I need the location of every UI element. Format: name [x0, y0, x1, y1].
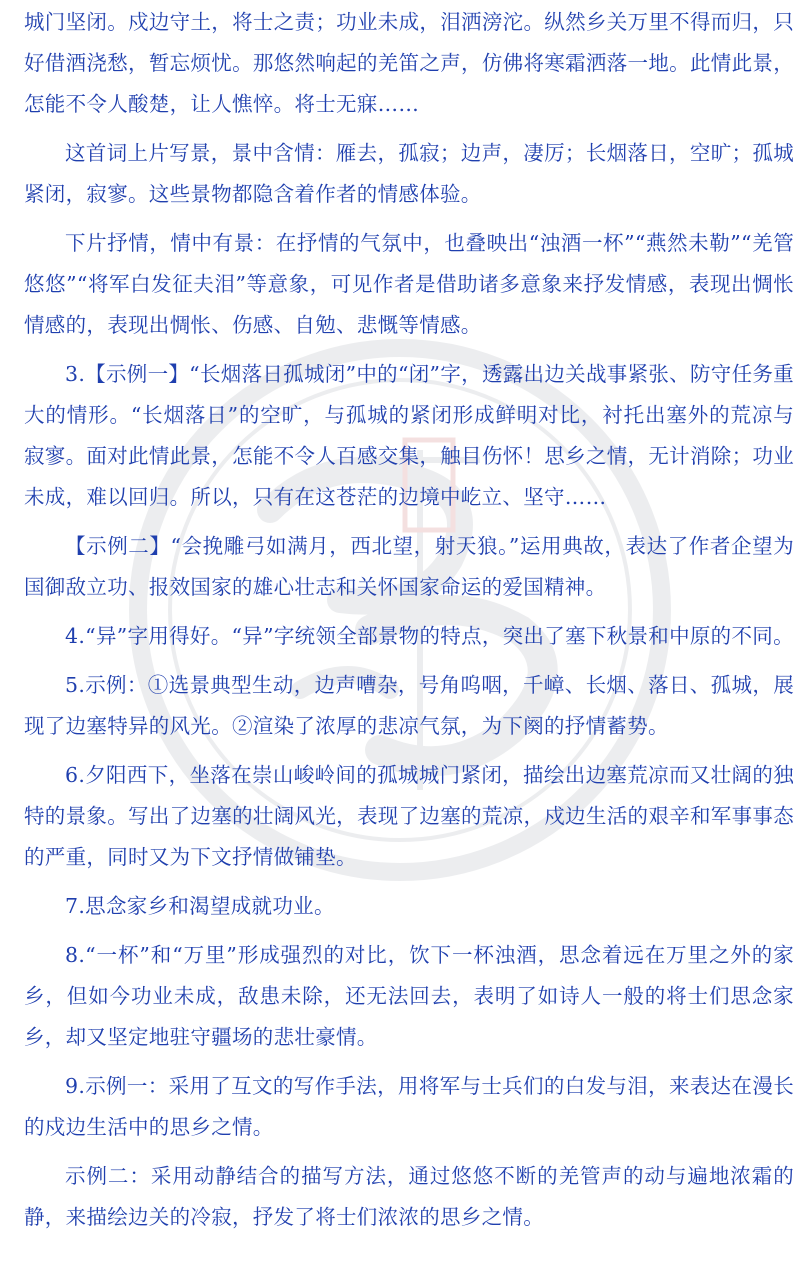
paragraph-5: 【示例二】“会挽雕弓如满月，西北望，射天狼。”运用典故，表达了作者企望为国御敌立功、报效国家的雄心壮志和关怀国家命运的爱国精神。	[24, 534, 794, 599]
paragraph-12: 示例二：采用动静结合的描写方法，通过悠悠不断的羌管声的动与遍地浓霜的静，来描绘边关的冷寂，抒发了将士们浓浓的思乡之情。	[24, 1164, 794, 1229]
paragraph-2: 这首词上片写景，景中含情：雁去，孤寂；边声，凄厉；长烟落日，空旷；孤城紧闭，寂寥。这些景物都隐含着作者的情感体验。	[24, 141, 794, 206]
paragraph-8: 6.夕阳西下，坐落在崇山峻岭间的孤城城门紧闭，描绘出边塞荒凉而又壮阔的独特的景象。写出了边塞的壮阔风光，表现了边塞的荒凉，戍边生活的艰辛和军事事态的严重，同时又为下文抒情做铺垫。	[24, 763, 794, 869]
paragraph-11: 9.示例一：采用了互文的写作手法，用将军与士兵们的白发与泪，来表达在漫长的戍边生活中的思乡之情。	[24, 1074, 794, 1139]
paragraph-7: 5.示例：①选景典型生动，边声嘈杂，号角呜咽，千嶂、长烟、落日、孤城，展现了边塞特异的风光。②渲染了浓厚的悲凉气氛，为下阕的抒情蓄势。	[24, 673, 794, 738]
paragraph-10: 8.“一杯”和“万里”形成强烈的对比，饮下一杯浊酒，思念着远在万里之外的家乡，但如今功业未成，敌患未除，还无法回去，表明了如诗人一般的将士们思念家乡，却又坚定地驻守疆场的悲壮豪情。	[24, 943, 794, 1049]
paragraph-6: 4.“异”字用得好。“异”字统领全部景物的特点，突出了塞下秋景和中原的不同。	[65, 624, 794, 648]
paragraph-9: 7.思念家乡和渴望成就功业。	[65, 894, 335, 918]
document-body	[24, 2, 794, 1238]
paragraph-1: 城门坚闭。戍边守土，将士之责；功业未成，泪洒滂沱。纵然乡关万里不得而归，只好借酒浇愁，暂忘烦忧。那悠然响起的羌笛之声，仿佛将寒霜洒落一地。此情此景，怎能不令人酸楚，让人憔悴。将士无寐……	[24, 10, 794, 116]
paragraph-3: 下片抒情，情中有景：在抒情的气氛中，也叠映出“浊酒一杯”“燕然未勒”“羌管悠悠”“将军白发征夫泪”等意象，可见作者是借助诸多意象来抒发情感，表现出惆怅情感的，表现出惆怅、伤感、自勉、悲慨等情感。	[24, 231, 794, 337]
paragraph-4: 3.【示例一】“长烟落日孤城闭”中的“闭”字，透露出边关战事紧张、防守任务重大的情形。“长烟落日”的空旷，与孤城的紧闭形成鲜明对比，衬托出塞外的荒凉与寂寥。面对此情此景，怎能不令人百感交集，触目伤怀！思乡之情，无计消除；功业未成，难以回归。所以，只有在这苍茫的边境中屹立、坚守……	[24, 362, 794, 509]
